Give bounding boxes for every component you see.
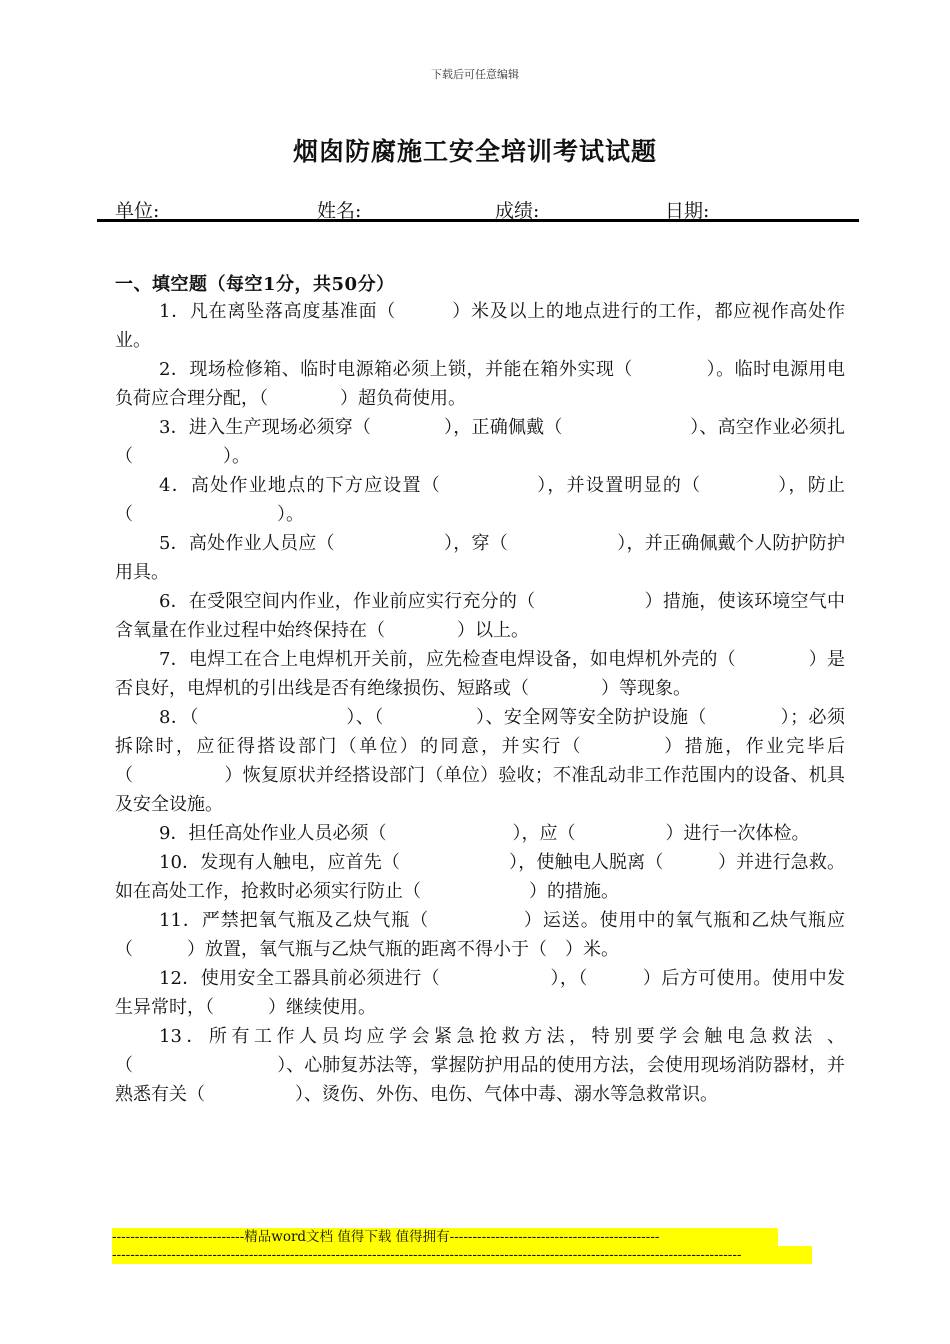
- question-item: 13．所有工作人员均应学会紧急抢救方法，特别要学会触电急救法 、（ ）、心肺复苏法等，掌握防护用品的使用方法，会使用现场消防器材，并熟悉有关（ ）、烫伤、外伤、电伤、气体中毒、溺水等急救常识。: [115, 1026, 845, 1105]
- header-divider: [97, 219, 859, 222]
- question-item: 12．使用安全工器具前必须进行（ ），（ ）后方可使用。使用中发生异常时，（ ）继续使用。: [115, 968, 845, 1018]
- unit-label: 单位:: [115, 200, 160, 222]
- score-label: 成绩:: [495, 200, 540, 222]
- question-list: [115, 297, 845, 1109]
- question-item: 8．（ ）、（ ）、安全网等安全防护设施（ ）；必须拆除时，应征得搭设部门（单位）的同意，并实行（ ）措施，作业完毕后（ ）恢复原状并经搭设部门（单位）验收；不准乱动非工作范围内的设备、机具及安全设施。: [115, 707, 845, 815]
- footer-divider-line: ------------------------------------------------------------------------------------------------------------------------------------------: [112, 1246, 812, 1264]
- question-item: 1．凡在离坠落高度基准面（ ）米及以上的地点进行的工作，都应视作高处作业。: [115, 301, 845, 351]
- question-item: 7．电焊工在合上电焊机开关前，应先检查电焊设备，如电焊机外壳的（ ）是否良好，电焊机的引出线是否有绝缘损伤、短路或（ ）等现象。: [115, 649, 845, 699]
- section-title: 一、填空题（每空1分，共50分）: [115, 274, 395, 295]
- question-item: 10．发现有人触电，应首先（ ），使触电人脱离（ ）并进行急救。如在高处工作，抢救时必须实行防止（ ）的措施。: [115, 852, 845, 902]
- question-item: 4．高处作业地点的下方应设置（ ），并设置明显的（ ），防止（ ）。: [115, 475, 845, 525]
- question-item: 2．现场检修箱、临时电源箱必须上锁，并能在箱外实现（ ）。临时电源用电负荷应合理分配，（ ）超负荷使用。: [115, 359, 845, 409]
- name-label: 姓名:: [317, 200, 362, 222]
- question-item: 11．严禁把氧气瓶及乙炔气瓶（ ）运送。使用中的氧气瓶和乙炔气瓶应（ ）放置，氧气瓶与乙炔气瓶的距离不得小于（ ）米。: [115, 910, 845, 960]
- date-label: 日期:: [665, 200, 710, 222]
- question-item: 6．在受限空间内作业，作业前应实行充分的（ ）措施，使该环境空气中含氧量在作业过程中始终保持在（ ）以上。: [115, 591, 845, 641]
- question-item: 5．高处作业人员应（ ），穿（ ），并正确佩戴个人防护防护用具。: [115, 533, 845, 583]
- footer-banner: -----------------------------精品word文档 值得下载 值得拥有----------------------------------------------: [112, 1228, 778, 1246]
- header-note: 下载后可任意编辑: [431, 68, 519, 81]
- page-title: 烟囱防腐施工安全培训考试试题: [292, 137, 657, 166]
- question-item: 3．进入生产现场必须穿（ ），正确佩戴（ ）、高空作业必须扎（ ）。: [115, 417, 845, 467]
- question-item: 9．担任高处作业人员必须（ ），应（ ）进行一次体检。: [159, 823, 810, 844]
